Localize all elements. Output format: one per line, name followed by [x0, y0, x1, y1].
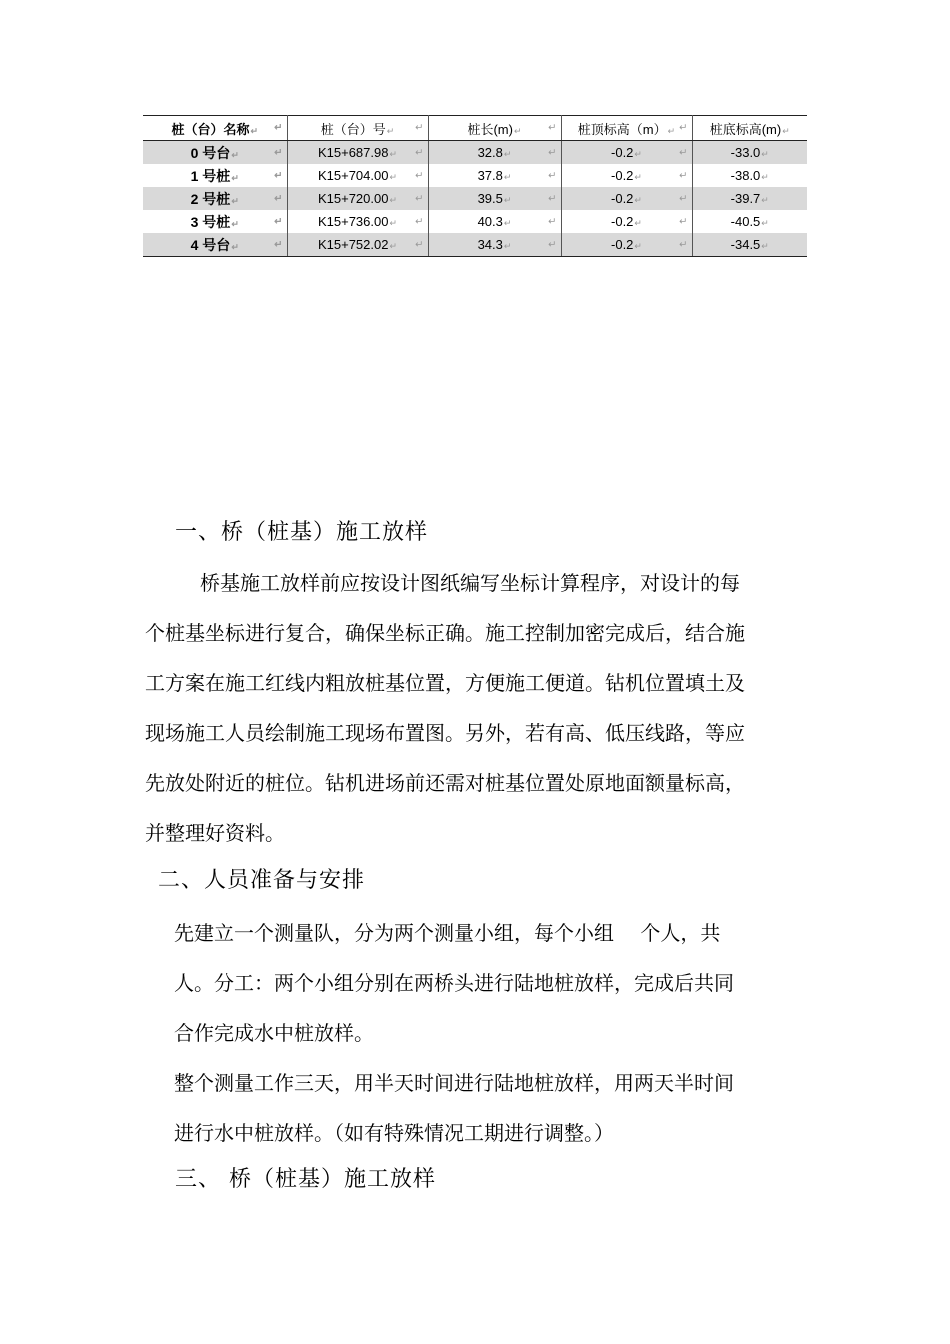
cell-pile-length: 32.8↵ ↵ — [428, 141, 561, 165]
cell-pile-station: K15+736.00↵ ↵ — [287, 210, 428, 233]
header-pile-length: 桩长(m)↵ ↵ — [428, 116, 561, 141]
cell-pile-length: 40.3↵ ↵ — [428, 210, 561, 233]
cell-pile-station: K15+687.98↵ ↵ — [287, 141, 428, 165]
cell-pile-length: 37.8↵ ↵ — [428, 164, 561, 187]
section2-paragraph — [174, 908, 734, 1158]
section1-paragraph — [145, 558, 745, 858]
cell-pile-top: -0.2↵ ↵ — [561, 210, 692, 233]
table-row — [143, 187, 807, 210]
header-pile-name: 桩（台）名称↵ ↵ — [143, 116, 287, 141]
cell-pile-station: K15+704.00↵ ↵ — [287, 164, 428, 187]
section1-heading: 一、桥（桩基）施工放样 — [175, 520, 429, 545]
cell-pile-name: 4 号台↵ ↵ — [143, 233, 287, 257]
paragraph-line: 并整理好资料。 — [145, 821, 285, 845]
cell-pile-station: K15+752.02↵ ↵ — [287, 233, 428, 257]
paragraph-line: 合作完成水中桩放样。 — [174, 1021, 374, 1045]
paragraph-line: 工方案在施工红线内粗放桩基位置，方便施工便道。钻机位置填土及 — [145, 671, 745, 695]
cell-pile-bottom: -33.0↵ — [692, 141, 807, 165]
section3-heading: 三、 桥（桩基）施工放样 — [175, 1167, 436, 1192]
cell-pile-bottom: -40.5↵ — [730, 214, 769, 229]
table-row — [143, 233, 807, 257]
cell-pile-name: 2 号桩↵ ↵ — [143, 187, 287, 210]
pile-data-table — [143, 115, 807, 257]
section2-heading: 二、人员准备与安排 — [158, 868, 366, 893]
cell-pile-top: -0.2↵ ↵ — [561, 187, 692, 210]
table-row — [143, 210, 807, 233]
table-row — [143, 164, 807, 187]
cell-pile-name: 0 号台↵ ↵ — [143, 141, 287, 165]
cell-pile-top: -0.2↵ ↵ — [561, 164, 692, 187]
header-pile-top-elevation: 桩顶标高（m）↵ ↵ — [561, 116, 692, 141]
paragraph-line: 人。分工：两个小组分别在两桥头进行陆地桩放样，完成后共同 — [174, 971, 734, 995]
paragraph-line: 桥基施工放样前应按设计图纸编写坐标计算程序，对设计的每 — [200, 571, 740, 595]
cell-pile-bottom: -38.0↵ — [730, 168, 769, 183]
header-pile-bottom-elevation: 桩底标高(m)↵ — [692, 116, 807, 141]
paragraph-line: 进行水中桩放样。（如有特殊情况工期进行调整。） — [174, 1121, 614, 1145]
cell-pile-bottom: -39.7↵ — [692, 187, 807, 210]
paragraph-line: 个桩基坐标进行复合，确保坐标正确。施工控制加密完成后，结合施 — [145, 621, 745, 645]
header-pile-station: 桩（台）号↵ ↵ — [287, 116, 428, 141]
cell-pile-station: K15+720.00↵ ↵ — [287, 187, 428, 210]
table-row — [143, 141, 807, 165]
paragraph-line: 先放处附近的桩位。钻机进场前还需对桩基位置处原地面额量标高， — [145, 771, 745, 795]
cell-pile-top: -0.2↵ ↵ — [561, 141, 692, 165]
paragraph-line: 整个测量工作三天，用半天时间进行陆地桩放样，用两天半时间 — [174, 1071, 734, 1095]
cell-pile-name: 1 号桩↵ ↵ — [143, 164, 287, 187]
paragraph-line: 先建立一个测量队，分为两个测量小组，每个小组 个人，共 — [174, 921, 721, 945]
cell-pile-bottom: -34.5↵ — [692, 233, 807, 257]
cell-pile-length: 34.3↵ ↵ — [428, 233, 561, 257]
cell-pile-top: -0.2↵ ↵ — [561, 233, 692, 257]
cell-pile-length: 39.5↵ ↵ — [428, 187, 561, 210]
table-header-row — [143, 116, 807, 141]
cell-pile-name: 3 号桩↵ ↵ — [143, 210, 287, 233]
paragraph-line: 现场施工人员绘制施工现场布置图。另外，若有高、低压线路，等应 — [145, 721, 745, 745]
